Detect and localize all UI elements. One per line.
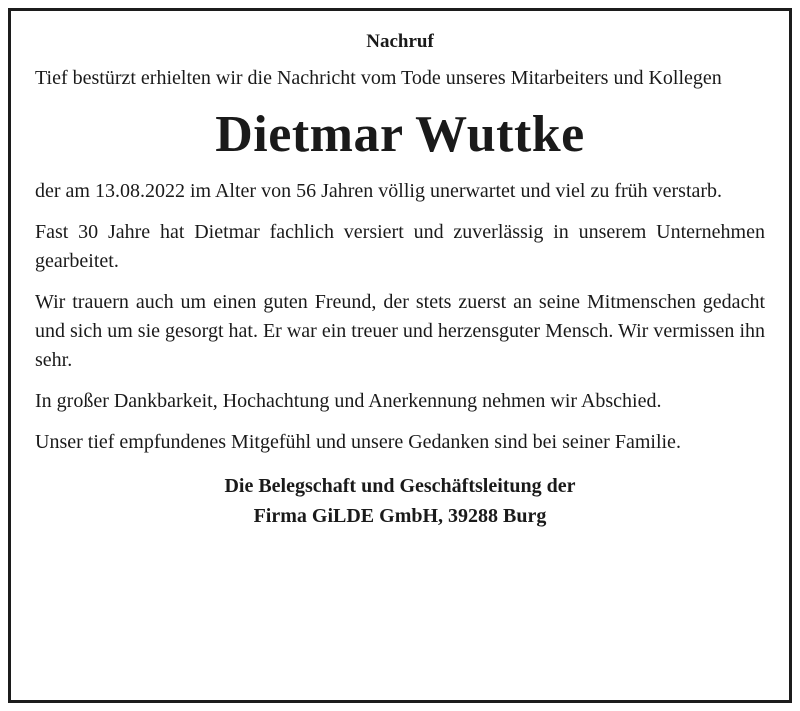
signature-line-1: Die Belegschaft und Geschäftsleitung der [224,475,576,497]
friend-paragraph: Wir trauern auch um einen guten Freund, der stets zuerst an seine Mitmenschen gedacht und sich um sie gesorgt hat. Er war ein treuer und herzensguter Mensch. Wir vermissen ihn sehr. [35,291,765,371]
career-paragraph: Fast 30 Jahre hat Dietmar fachlich versiert und zuverlässig in unserem Unternehmen gearbeitet. [35,221,765,272]
deceased-name: Dietmar Wuttke [215,106,585,163]
farewell-paragraph: In großer Dankbarkeit, Hochachtung und Anerkennung nehmen wir Abschied. [35,390,662,412]
condolence-paragraph: Unser tief empfundenes Mitgefühl und unsere Gedanken sind bei seiner Familie. [35,431,681,453]
signature-line-2: Firma GiLDE GmbH, 39288 Burg [253,505,547,527]
intro-text: Tief bestürzt erhielten wir die Nachricht vom Tode unseres Mitarbeiters und Kollegen [35,67,722,89]
signature-block [35,471,765,531]
obituary-notice [35,30,765,531]
death-date-paragraph: der am 13.08.2022 im Alter von 56 Jahren völlig unerwartet und viel zu früh verstarb. [35,180,723,202]
notice-heading: Nachruf [366,31,434,52]
